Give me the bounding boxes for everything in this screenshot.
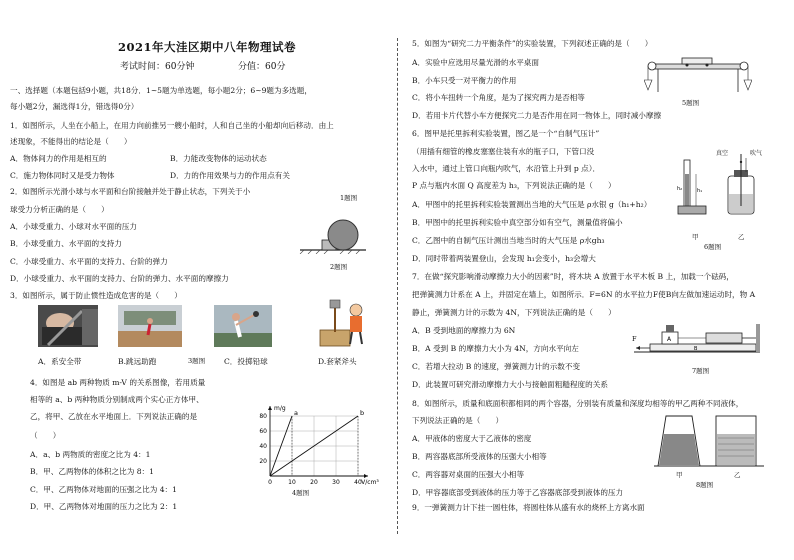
q4-stem-3: 乙，将甲、乙放在水平地面上．下列说法正确的是 (30, 412, 198, 421)
y-tick-label: 40 (259, 443, 267, 450)
q7-stem-1: 7．在做“探究影响滑动摩擦力大小的因素”时，将木块 A 放置于水平木板 B 上，加载一个砝码， (412, 272, 734, 281)
seatbelt-photo (38, 305, 98, 347)
exam-score: 分值：60分 (238, 62, 286, 72)
q5-option-a: A．实验中应选用尽量光滑的水平桌面 (412, 58, 539, 67)
q4-option-c: C．甲、乙两物体对地面的压强之比为 4：1 (30, 485, 177, 494)
fig6-yi-label: 乙 (738, 233, 745, 241)
svg-text:A: A (667, 336, 672, 343)
x-tick-label: 20 (310, 479, 318, 486)
q1-stem-1: 1．如图所示，人坐在小船上，在用力向前推另一艘小船时，人和自己坐的小船却向后移动．由上 (10, 121, 334, 130)
fig4-label: 4题图 (292, 489, 310, 497)
chart-labels (259, 405, 379, 486)
q7-option-b: B．A 受到 B 的摩擦力大小为 4N，方向水平向左 (412, 344, 579, 353)
q3-option-a: A．系安全带 (38, 357, 82, 366)
q6-stem-3: 入水中，通过上管口向瓶内吹气，水沿管上升到 p 点）． (412, 164, 601, 173)
instructions-line-1: 一、选择题（本题包括9小题，共18分．1~5题为单选题，每小题2分；6~9题为多选题， (10, 86, 312, 95)
x-tick-label: 10 (288, 479, 296, 486)
q2-option-b: B．小球受重力、水平面的支持力 (10, 239, 122, 248)
q6-stem-2: （用插有细管的橡皮塞塞住装有水的瓶子口，下管口没 (412, 147, 595, 156)
long-jump-photo (118, 305, 182, 347)
q7-stem-3: 静止，弹簧测力计的示数为 4N，下列说法正确的是（ ） (412, 308, 616, 317)
q4-stem-2: 相等的 a、b 两种物质分别制成两个实心正方体甲、 (30, 395, 204, 404)
q8-option-d: D．甲容器底部受到液体的压力等于乙容器底部受到液体的压力 (412, 488, 624, 497)
fig5-label: 5题图 (682, 99, 700, 107)
q4-stem-1: 4．如图是 ab 两种物质 m-V 的关系图像，若用质量 (30, 378, 206, 387)
fig6-label: 6题图 (704, 243, 722, 251)
two-containers-figure (654, 412, 766, 470)
svg-text:h₁: h₁ (697, 188, 703, 194)
fig3-label: 3题图 (188, 357, 206, 365)
svg-text:h₂: h₂ (677, 186, 683, 192)
q1-option-b: B．力能改变物体的运动状态 (170, 154, 267, 163)
q2-stem-2: 球受力分析正确的是（ ） (10, 205, 109, 214)
right-column (398, 0, 794, 560)
y-axis-label: m/g (274, 405, 286, 412)
q7-stem-2: 把弹簧测力计系在 A 上，并固定在墙上，如图所示．F=6N 的水平拉力F使B向左做加速运动时，物 A (412, 290, 756, 299)
shot-put-photo (214, 305, 272, 347)
fig7-label: 7题图 (692, 367, 710, 375)
q7-option-c: C．若增大拉动 B 的速度，弹簧测力计的示数不变 (412, 362, 581, 371)
fig6-jia-label: 甲 (692, 233, 699, 241)
q1-option-a: A．物体间力的作用是相互的 (10, 154, 107, 163)
q9-stem: 9．一弹簧测力计下挂一圆柱体，将圆柱体从盛有水的烧杯上方离水面 (412, 503, 645, 512)
y-tick-label: 60 (259, 428, 267, 435)
q6-stem-4: P 点与瓶内水面 Q 高度差为 h₃，下列说法正确的是（ ） (412, 181, 616, 190)
q4-option-d: D．甲、乙两物体对地面的压力之比为 2：1 (30, 502, 178, 511)
q6-stem-1: 6．图甲是托里拆利实验装置，图乙是一个“自制气压计” (412, 129, 600, 138)
y-axis-arrow (268, 406, 272, 410)
x-axis-label: V/cm³ (361, 479, 379, 486)
fig2-label: 2题图 (330, 263, 348, 271)
q3-stem: 3．如图所示，属于防止惯性造成危害的是（ ） (10, 291, 182, 300)
q5-option-d: D．若用卡片代替小车方便探究二力是否作用在同一物体上，同时减小摩擦 (412, 111, 662, 120)
q2-option-a: A．小球受重力、小球对水平面的压力 (10, 222, 137, 231)
svg-text:B: B (694, 346, 698, 352)
q2-stem-1: 2．如图所示光滑小球与水平面和台阶接触并处于静止状态，下列关于小 (10, 187, 251, 196)
barometer-figure (676, 150, 768, 234)
series-label-b: b (360, 409, 365, 417)
mv-chart (246, 402, 382, 488)
q1-option-c: C．施力物体同时又是受力物体 (10, 171, 115, 180)
q5-stem: 5．如图为“研究二力平衡条件”的实验装置，下列叙述正确的是（ ） (412, 39, 653, 48)
two-force-apparatus (644, 56, 752, 96)
q6-option-d: D．同时带着两装置登山，会发现 h₁会变小，h₃会增大 (412, 254, 596, 263)
axe-cartoon (318, 296, 372, 348)
q3-option-c: C．投掷铅球 (224, 357, 268, 366)
q2-option-d: D．小球受重力、水平面的支持力、台阶的弹力、水平面的摩擦力 (10, 274, 229, 283)
q2-option-c: C．小球受重力、水平面的支持力、台阶的弹力 (10, 257, 168, 266)
q8-stem-2: 下列说法正确的是（ ） (412, 416, 504, 425)
fig8-label: 8题图 (696, 481, 714, 489)
q3-option-d: D.套紧斧头 (318, 357, 357, 366)
q3-option-b: B.跳远助跑 (118, 357, 157, 366)
fig6-blow-label: 吹气 (750, 150, 763, 157)
x-axis-arrow (364, 474, 368, 478)
q5-option-c: C．将小车扭转一个角度，是为了探究两力是否相等 (412, 93, 585, 102)
q6-option-a: A．甲图中的托里拆利实验装置测出当地的大气压是 ρ水银 g（h₁+h₂） (412, 200, 652, 209)
fig8-yi-label: 乙 (734, 471, 741, 479)
q8-option-b: B．两容器底部所受液体的压强大小相等 (412, 452, 547, 461)
page-title: 2021年大洼区期中八年物理试卷 (118, 40, 297, 54)
fig8-jia-label: 甲 (676, 471, 683, 479)
q6-option-c: C．乙图中的自制气压计测出当地当时的大气压是 ρ水gh₃ (412, 236, 605, 245)
instructions-line-2: 每小题2分，漏选得1分，错选得0分） (10, 102, 139, 111)
left-column (0, 0, 396, 560)
q1-option-d: D．力的作用效果与力的作用点有关 (170, 171, 290, 180)
q6-option-b: B．甲图中的托里拆利实验中真空部分如有空气，测量值将偏小 (412, 218, 623, 227)
q8-stem-1: 8．如图所示，质量和底面积都相同的两个容器，分别装有质量和深度均相等的甲乙两种不同液体， (412, 399, 744, 408)
q4-option-a: A．a、b 两物质的密度之比为 4：1 (30, 450, 151, 459)
q7-option-a: A．B 受到地面的摩擦力为 6N (412, 326, 516, 335)
x-tick-label: 0 (268, 479, 272, 486)
series-label-a: a (294, 409, 298, 417)
q8-option-a: A．甲液体的密度大于乙液体的密度 (412, 434, 532, 443)
x-tick-label: 40 (354, 479, 362, 486)
fig1-label: 1题图 (340, 194, 358, 202)
y-tick-label: 20 (259, 458, 267, 465)
q4-option-b: B．甲、乙两物体的体积之比为 8：1 (30, 467, 154, 476)
q4-stem-4: （ ） (30, 431, 61, 440)
q1-stem-2: 述现象，不能得出的结论是（ ） (10, 137, 132, 146)
ball-step-figure (298, 210, 368, 254)
q5-option-b: B．小车只受一对平衡力的作用 (412, 76, 517, 85)
q7-option-d: D．此装置可研究滑动摩擦力大小与接触面粗糙程度的关系 (412, 380, 608, 389)
fig6-vacuum-label: 真空 (716, 150, 729, 157)
y-tick-label: 80 (259, 413, 267, 420)
exam-time: 考试时间：60分钟 (120, 62, 195, 72)
fig7-force-label: F (632, 335, 637, 343)
x-tick-label: 30 (332, 479, 340, 486)
friction-apparatus (634, 318, 762, 358)
q8-option-c: C．两容器对桌面的压强大小相等 (412, 470, 525, 479)
